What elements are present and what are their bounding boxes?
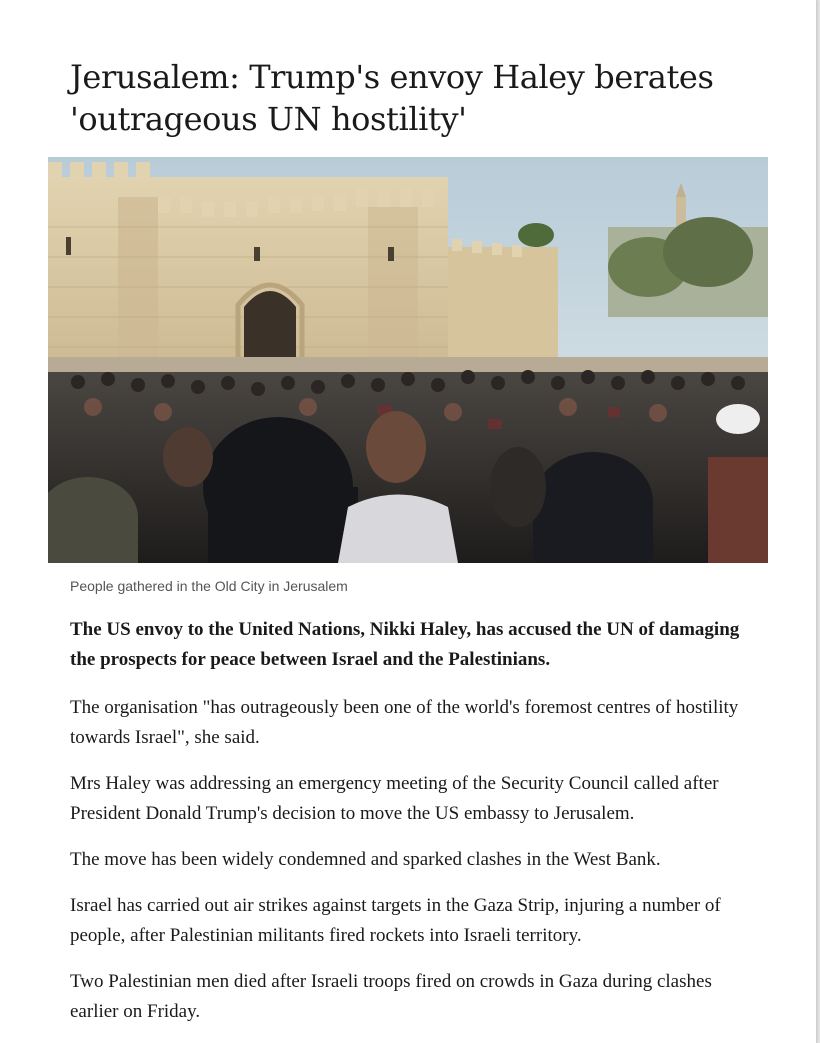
article-photo xyxy=(48,157,768,563)
article-lead: The US envoy to the United Nations, Nikki Haley, has accused the UN of damaging the prospects for peace between Israel and the Palestinians. xyxy=(70,619,740,670)
article-paragraph: Israel has carried out air strikes against targets in the Gaza Strip, injuring a number of people, after Palestinian militants fired rockets into Israeli territory. xyxy=(70,895,721,946)
old-city-crowd-illustration xyxy=(48,157,768,563)
article-paragraph: Two Palestinian men died after Israeli troops fired on crowds in Gaza during clashes earlier on Friday. xyxy=(70,971,712,1022)
photo-caption: People gathered in the Old City in Jerusalem xyxy=(70,578,348,594)
article-paragraph: The move has been widely condemned and sparked clashes in the West Bank. xyxy=(70,849,661,870)
article-headline: Jerusalem: Trump's envoy Haley berates 'outrageous UN hostility' xyxy=(70,58,714,138)
article-paragraph: The organisation "has outrageously been one of the world's foremost centres of hostility towards Israel", she said. xyxy=(70,697,739,748)
article-body xyxy=(70,615,760,1043)
article-paragraph: Mrs Haley was addressing an emergency meeting of the Security Council called after President Donald Trump's decision to move the US embassy to Jerusalem. xyxy=(70,773,719,824)
